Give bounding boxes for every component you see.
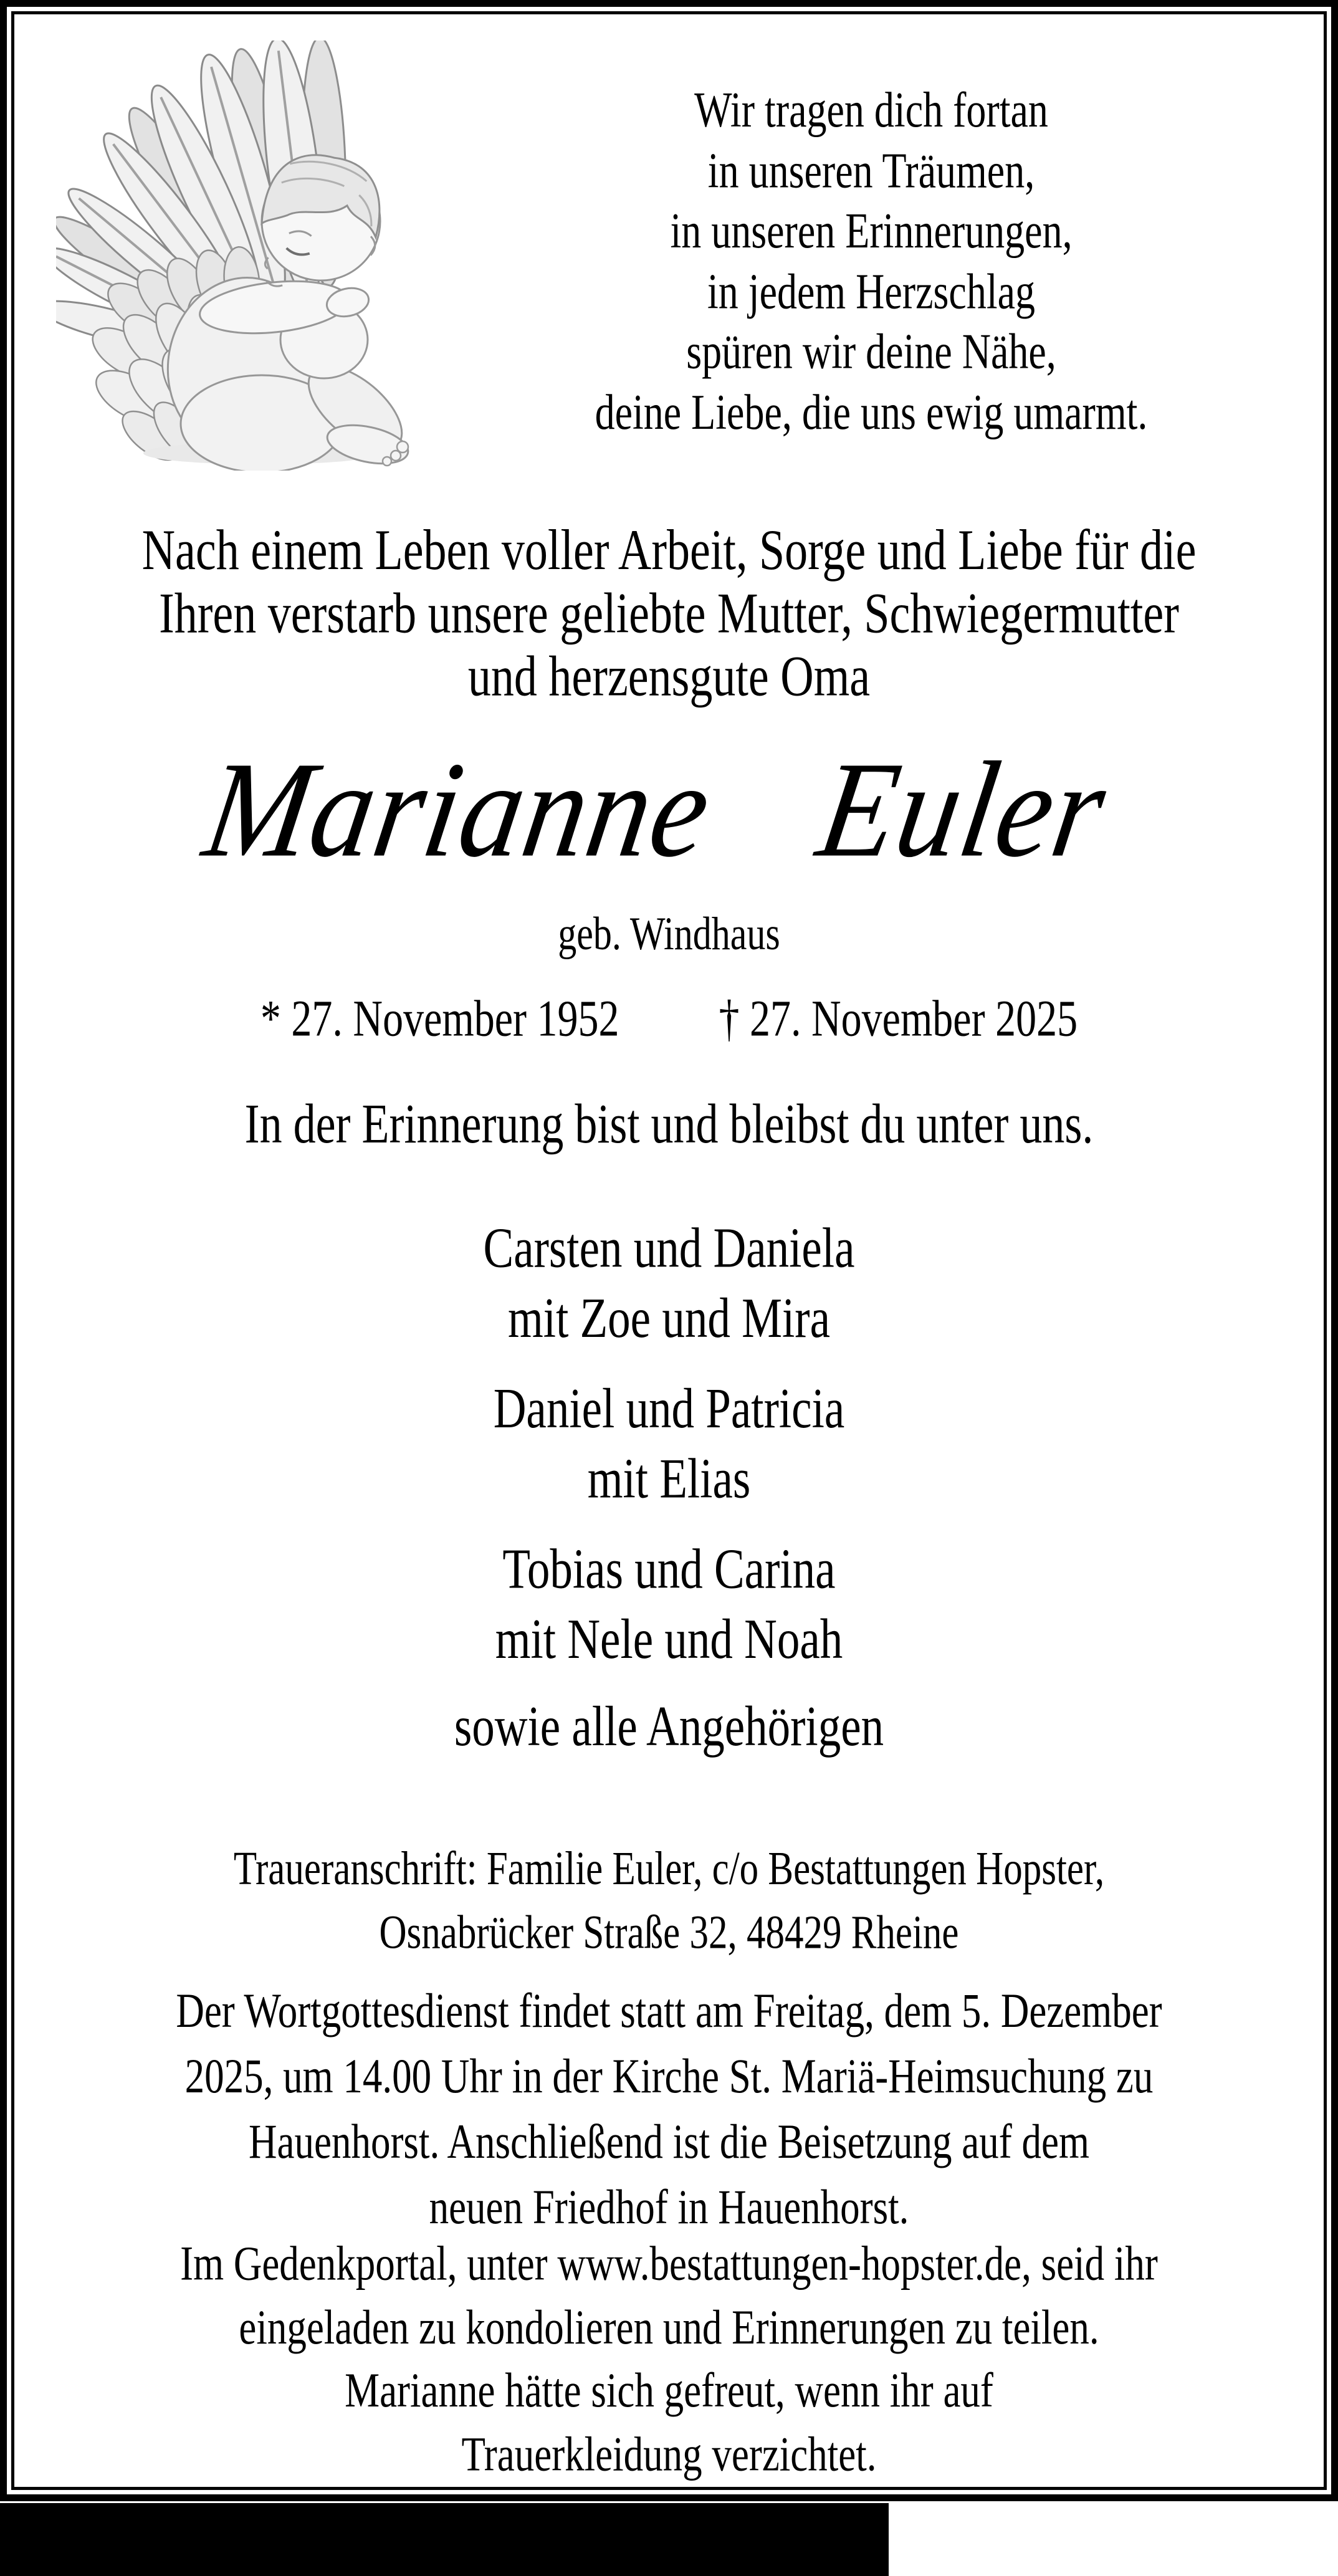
frame-inner-rule [11,11,1327,2490]
remembrance-line: In der Erinnerung bist und bleibst du unter uns. [244,1092,1094,1155]
family-group [14,1534,1324,1675]
family-line: mit Elias [587,1447,751,1510]
opening-poem [426,80,1317,443]
memorial-portal-info [14,2232,1324,2486]
poem-line: spüren wir deine Nähe, [686,323,1056,380]
service-line: 2025, um 14.00 Uhr in der Kirche St. Mariä-Heimsuchung zu [184,2048,1154,2104]
family-group [14,1213,1324,1354]
life-dates [14,988,1324,1050]
deceased-name [0,728,1324,893]
birth-date: * 27. November 1952 [260,990,619,1047]
service-line: Hauenhorst. Anschließend ist die Beisetzung auf dem [249,2114,1089,2169]
poem-line: deine Liebe, die uns ewig umarmt. [595,384,1148,440]
poem-line: Wir tragen dich fortan [694,82,1048,138]
bottom-black-bar [0,2503,889,2576]
poem-line: in unseren Erinnerungen, [670,203,1073,259]
service-line: neuen Friedhof in Hauenhorst. [429,2179,909,2234]
memorial-line: Trauerkleidung verzichtet. [461,2426,877,2481]
deceased-first-name: Marianne [195,734,722,886]
deceased-last-name: Euler [809,734,1117,886]
intro-paragraph [14,519,1324,708]
family-list [14,1213,1324,1762]
intro-line: und herzensgute Oma [467,644,871,709]
death-date: † 27. November 2025 [719,990,1078,1047]
maiden-name: geb. Windhaus [558,907,780,960]
poem-line: in unseren Träumen, [707,142,1035,198]
mourning-address [14,1837,1324,1965]
family-line: Daniel und Patricia [493,1376,845,1440]
address-line: Osnabrücker Straße 32, 48429 Rheine [379,1906,959,1959]
service-info [14,1978,1324,2239]
memorial-line: Im Gedenkportal, unter www.bestattungen-hopster.de, seid ihr [180,2236,1158,2291]
family-line: Tobias und Carina [502,1536,836,1600]
intro-line: Nach einem Leben voller Arbeit, Sorge und Liebe für die [141,518,1197,583]
service-line: Der Wortgottesdienst findet statt am Freitag, dem 5. Dezember [176,1983,1162,2038]
poem-line: in jedem Herzschlag [707,263,1035,319]
family-line: mit Zoe und Mira [508,1286,830,1350]
family-group [14,1373,1324,1514]
intro-line: Ihren verstarb unsere geliebte Mutter, Schwiegermutter [159,581,1179,646]
family-line: mit Nele und Noah [495,1607,843,1670]
angel-statue-image [56,41,418,471]
family-closing: sowie alle Angehörigen [454,1695,884,1758]
address-line: Traueranschrift: Familie Euler, c/o Bestattungen Hopster, [233,1842,1105,1895]
family-line: Carsten und Daniela [483,1216,855,1280]
memorial-line: Marianne hätte sich gefreut, wenn ihr auf [345,2363,993,2418]
memorial-line: eingeladen zu kondolieren und Erinnerungen zu teilen. [239,2299,1099,2354]
